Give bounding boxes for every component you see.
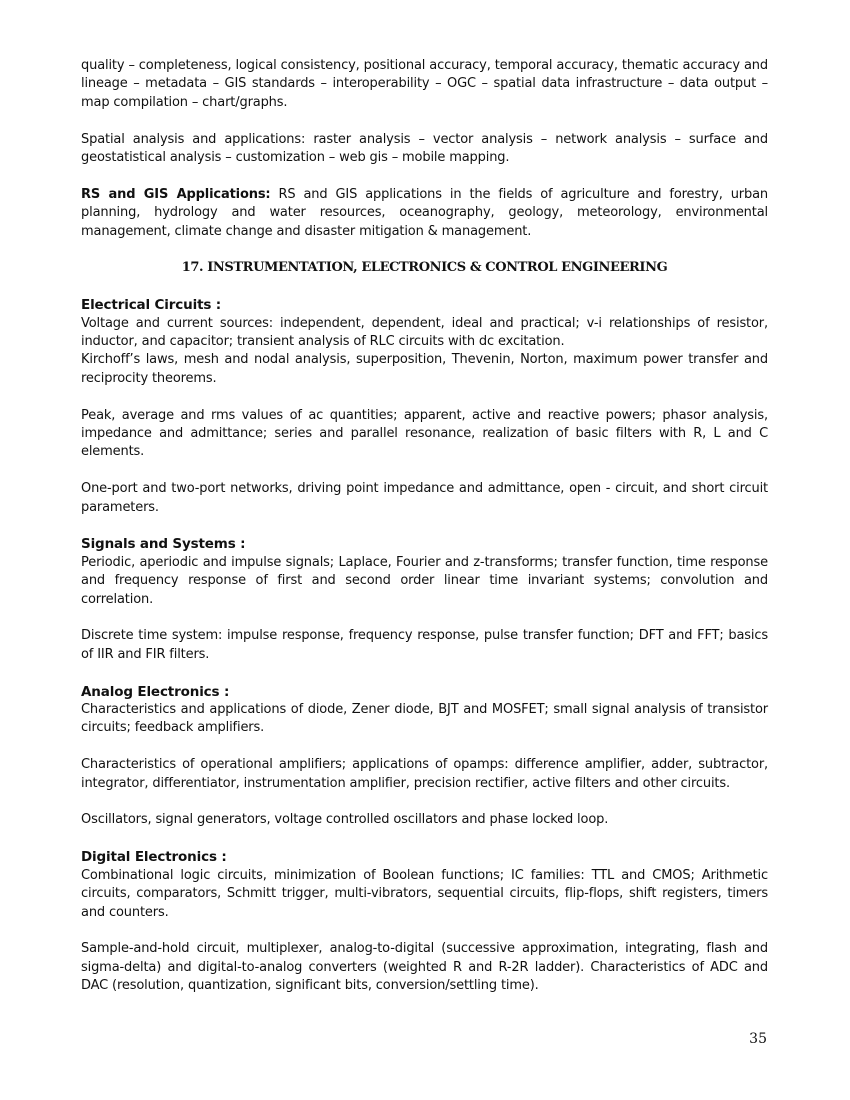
- digital-paragraph-1: Combinational logic circuits, minimization of Boolean functions; IC families: TTL and CMOS; Arithmetic circuits, comparators, Schmitt trigger, multi-vibrators, sequential circuits, flip-flops, shift registers, timers and counters.: [81, 867, 768, 920]
- electrical-paragraph-3: Peak, average and rms values of ac quantities; apparent, active and reactive powers; phasor analysis, impedance and admittance; series and parallel resonance, realization of basic filters with R, L and C elements.: [81, 407, 768, 460]
- signals-paragraph-2: Discrete time system: impulse response, frequency response, pulse transfer function; DFT and FFT; basics of IIR and FIR filters.: [81, 628, 768, 662]
- digital-electronics-heading: Digital Electronics :: [81, 849, 227, 866]
- electrical-paragraph-1: Voltage and current sources: independent, dependent, ideal and practical; v-i relationships of resistor, inductor, and capacitor; transient analysis of RLC circuits with dc excitation.: [81, 315, 768, 350]
- rs-gis-applications-label: RS and GIS Applications:: [81, 186, 271, 202]
- electrical-paragraph-2: Kirchoff’s laws, mesh and nodal analysis, superposition, Thevenin, Norton, maximum power transfer and reciprocity theorems.: [81, 352, 768, 386]
- gis-quality-paragraph: quality – completeness, logical consistency, positional accuracy, temporal accuracy, thematic accuracy and lineage – metadata – GIS standards – interoperability – OGC – spatial data infrastructure – data output – map compilation – chart/graphs.: [81, 58, 768, 110]
- digital-paragraph-2: Sample-and-hold circuit, multiplexer, analog-to-digital (successive approximation, integrating, flash and sigma-delta) and digital-to-analog converters (weighted R and R-2R ladder). Characteristics of ADC and DAC (resolution, quantization, significant bits, conversion/settling time).: [81, 941, 768, 994]
- signals-systems-heading: Signals and Systems :: [81, 536, 246, 553]
- analog-paragraph-1: Characteristics and applications of diode, Zener diode, BJT and MOSFET; small signal analysis of transistor circuits; feedback amplifiers.: [81, 702, 768, 736]
- electrical-paragraph-4: One-port and two-port networks, driving point impedance and admittance, open - circuit, and short circuit parameters.: [81, 481, 768, 515]
- analog-paragraph-2: Characteristics of operational amplifiers; applications of opamps: difference amplifier, adder, subtractor, integrator, differentiator, instrumentation amplifier, precision rectifier, active filters and other circuits.: [81, 757, 768, 791]
- signals-paragraph-1: Periodic, aperiodic and impulse signals; Laplace, Fourier and z-transforms; transfer function, time response and frequency response of first and second order linear time invariant systems; convolution and correlation.: [81, 554, 768, 607]
- page-number: 35: [749, 1031, 767, 1047]
- analog-electronics-heading: Analog Electronics :: [81, 683, 230, 700]
- section-title: 17. INSTRUMENTATION, ELECTRONICS & CONTROL ENGINEERING: [181, 260, 668, 276]
- analog-paragraph-3: Oscillators, signal generators, voltage controlled oscillators and phase locked loop.: [81, 812, 609, 828]
- rs-gis-applications-paragraph: [81, 186, 768, 241]
- rs-gis-applications-text: RS and GIS applications in the fields of agriculture and forestry, urban planning, hydrology and water resources, oceanography, geology, meteorology, environmental management, climate change and disaster mitigation & management.: [81, 186, 768, 239]
- electrical-circuits-heading: Electrical Circuits :: [81, 297, 222, 314]
- document-page: [81, 57, 768, 996]
- spatial-analysis-paragraph: Spatial analysis and applications: raster analysis – vector analysis – network analysis – surface and geostatistical analysis – customization – web gis – mobile mapping.: [81, 131, 768, 166]
